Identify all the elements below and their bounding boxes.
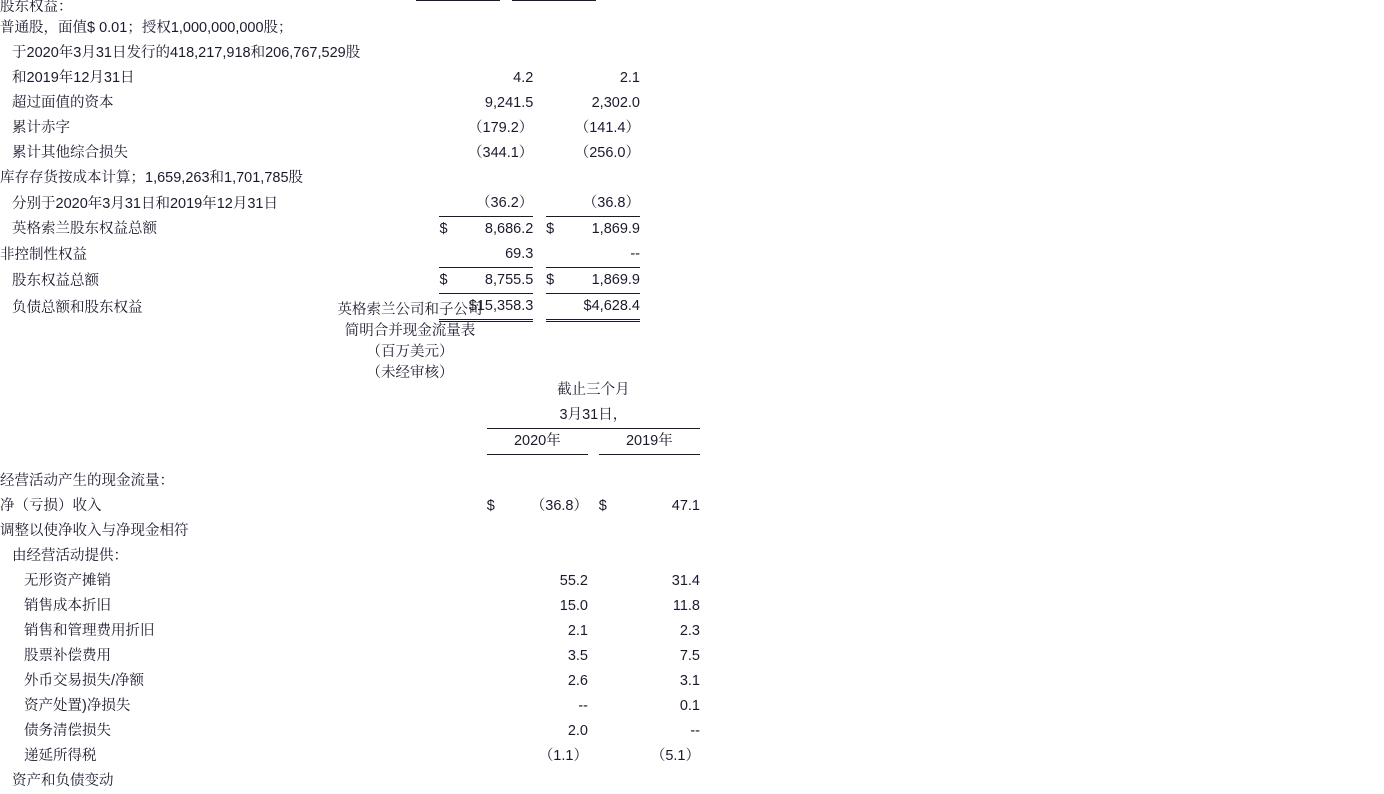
spacer-row [0, 455, 700, 470]
row-value-2020: 4.2 [513, 70, 534, 86]
row-value-2019: 11.8 [672, 598, 700, 614]
table-row [0, 191, 640, 217]
row-value-2019: （141.4） [574, 120, 640, 136]
cashflow-title-line2: 简明合并现金流量表 [344, 323, 476, 339]
row-cur1 [439, 191, 454, 217]
row-cur2 [546, 141, 561, 166]
row-value-2020 [454, 166, 533, 191]
table-row [0, 669, 700, 694]
row-value-2020: 15.0 [559, 598, 588, 614]
cashflow-title-line4: （未经审核） [366, 365, 454, 381]
row-label: 库存存货按成本计算；1,659,263和1,701,785股 [0, 170, 304, 186]
table-row [0, 719, 700, 744]
row-cur1 [487, 569, 506, 594]
table-row [0, 242, 640, 268]
row-cur2: $ [546, 221, 555, 237]
row-value-2020: $15,358.3 [454, 294, 533, 321]
row-label: 债务清偿损失 [24, 723, 111, 739]
row-value-2020: -- [578, 698, 588, 714]
table-row [0, 544, 700, 569]
row-value-2020: 2.1 [567, 623, 588, 639]
row-value-2020 [506, 544, 588, 569]
row-value-2020: （36.8） [530, 498, 588, 514]
table-row [0, 116, 640, 141]
row-label: 外币交易损失/净额 [24, 673, 145, 689]
row-label: 和2019年12月31日 [12, 70, 135, 86]
row-cur2 [599, 669, 618, 694]
row-cur1 [439, 91, 454, 116]
row-label: 英格索兰股东权益总额 [12, 221, 157, 237]
row-label: 负债总额和股东权益 [12, 299, 143, 316]
cashflow-heading: 经营活动产生的现金流量： [0, 473, 174, 489]
row-cur2 [599, 644, 618, 669]
row-value-2020: （344.1） [468, 145, 534, 161]
table-row [0, 166, 640, 191]
row-value-2020: 3.5 [567, 648, 588, 664]
table-header-row [0, 429, 700, 455]
row-value-2019: 3.1 [679, 673, 700, 689]
row-cur1 [487, 719, 506, 744]
cashflow-table [0, 378, 700, 794]
row-value-2019: （5.1） [650, 748, 700, 764]
row-value-2020 [454, 41, 533, 66]
row-value-2020: （179.2） [468, 120, 534, 136]
row-value-2019: （36.8） [561, 191, 640, 217]
row-value-2019: 47.1 [671, 498, 700, 514]
row-value-2020: （36.2） [454, 191, 533, 217]
row-value-2019 [618, 544, 700, 569]
row-cur2 [599, 719, 618, 744]
row-cur2 [599, 569, 618, 594]
table-row [0, 619, 700, 644]
row-value-2020 [506, 769, 588, 794]
period-header: 截止三个月 [557, 382, 630, 398]
row-cur1 [439, 116, 454, 141]
column-header-2019: 2019年 [599, 429, 700, 455]
equity-heading: 股东权益： [0, 0, 73, 15]
table-header-row [0, 403, 700, 429]
row-cur2 [546, 191, 561, 217]
row-label: 资产处置)净损失 [24, 698, 131, 714]
table-row [0, 66, 640, 91]
row-label: 资产和负债变动 [12, 773, 114, 789]
row-value-2020 [506, 519, 588, 544]
row-value-2019: -- [561, 242, 640, 268]
row-value-2019: 2.1 [619, 70, 640, 86]
row-value-2019 [561, 16, 640, 41]
table-row [0, 519, 700, 544]
table-row [0, 594, 700, 619]
row-cur2 [599, 519, 618, 544]
date-header: 3月31日， [487, 403, 700, 429]
row-value-2020: 8,686.2 [484, 221, 534, 237]
row-label: 分别于2020年3月31日和2019年12月31日 [12, 195, 278, 212]
row-cur1: $ [486, 498, 495, 514]
row-value-2019 [561, 166, 640, 191]
table-row [0, 569, 700, 594]
row-value-2019: 2,302.0 [591, 95, 640, 111]
table-header-row [0, 378, 700, 403]
row-cur2 [599, 744, 618, 769]
row-label: 股票补偿费用 [24, 648, 111, 664]
row-cur2: $ [598, 498, 607, 514]
row-value-2019: 2.3 [679, 623, 700, 639]
table-row [0, 217, 640, 243]
table-row [0, 91, 640, 116]
row-cur1 [439, 166, 454, 191]
table-row [0, 769, 700, 794]
equity-section [0, 0, 640, 322]
cashflow-title-block [250, 300, 570, 384]
row-value-2020: 69.3 [454, 242, 533, 268]
equity-table [0, 16, 640, 322]
row-cur2 [599, 594, 618, 619]
row-cur1 [487, 519, 506, 544]
row-value-2020: （1.1） [538, 748, 588, 764]
row-value-2019 [618, 769, 700, 794]
table-row [0, 744, 700, 769]
row-cur2 [599, 619, 618, 644]
row-label: 普通股，面值$ 0.01；授权1,000,000,000股； [0, 20, 293, 36]
table-row [0, 494, 700, 519]
row-cur2 [546, 66, 561, 91]
row-cur1 [487, 619, 506, 644]
table-row [0, 469, 700, 494]
row-label: 由经营活动提供： [12, 548, 128, 564]
row-label: 累计赤字 [12, 120, 70, 136]
row-label: 调整以使净收入与净现金相符 [0, 523, 189, 539]
cashflow-title-line3: （百万美元） [366, 344, 454, 360]
row-cur1 [487, 644, 506, 669]
row-cur1 [487, 594, 506, 619]
cashflow-section [0, 378, 700, 794]
row-cur1 [439, 66, 454, 91]
row-value-2020: 9,241.5 [484, 95, 534, 111]
row-label: 超过面值的资本 [12, 95, 114, 111]
row-label: 销售和管理费用折旧 [24, 623, 155, 639]
row-cur1 [487, 744, 506, 769]
row-label: 递延所得税 [24, 748, 97, 764]
row-value-2019: 0.1 [679, 698, 700, 714]
row-label: 累计其他综合损失 [12, 145, 128, 161]
row-label: 销售成本折旧 [24, 598, 111, 614]
row-label: 无形资产摊销 [24, 573, 111, 589]
row-value-2020: 55.2 [559, 573, 588, 589]
row-value-2019 [618, 519, 700, 544]
row-cur2 [546, 116, 561, 141]
row-value-2019: （256.0） [574, 145, 640, 161]
table-row [0, 41, 640, 66]
row-cur2 [546, 16, 561, 41]
row-cur1 [487, 694, 506, 719]
row-value-2019: 31.4 [671, 573, 700, 589]
row-cur2 [599, 544, 618, 569]
row-value-2019: -- [690, 723, 700, 739]
row-label: 净（亏损）收入 [0, 498, 102, 514]
row-cur1 [439, 242, 454, 268]
row-value-2020: 8,755.5 [454, 268, 533, 294]
table-row [0, 16, 640, 41]
table-row [0, 141, 640, 166]
row-value-2019: 7.5 [679, 648, 700, 664]
row-cur2 [599, 769, 618, 794]
row-cur1: $ [439, 268, 454, 294]
row-label: 股东权益总额 [12, 272, 99, 289]
row-value-2019 [561, 41, 640, 66]
row-cur1 [439, 141, 454, 166]
table-row [0, 644, 700, 669]
column-header-2020: 2020年 [487, 429, 588, 455]
row-value-2020 [454, 16, 533, 41]
row-cur1 [439, 41, 454, 66]
row-cur1: $ [439, 221, 448, 237]
row-value-2019: 1,869.9 [591, 221, 640, 237]
row-cur2 [546, 166, 561, 191]
row-cur2 [546, 91, 561, 116]
row-cur1 [439, 16, 454, 41]
row-label: 非控制性权益 [0, 246, 87, 263]
row-cur2 [599, 694, 618, 719]
row-cur1 [487, 544, 506, 569]
row-value-2020: 2.6 [567, 673, 588, 689]
row-label: 于2020年3月31日发行的418,217,918和206,767,529股 [12, 45, 361, 61]
table-row [0, 694, 700, 719]
row-cur2 [546, 242, 561, 268]
row-cur2: $ [546, 268, 561, 294]
row-cur1 [487, 769, 506, 794]
row-value-2019: 1,869.9 [561, 268, 640, 294]
row-cur1 [487, 669, 506, 694]
row-value-2019: $4,628.4 [561, 294, 640, 321]
row-value-2020: 2.0 [567, 723, 588, 739]
row-cur2 [546, 41, 561, 66]
table-row [0, 268, 640, 294]
cashflow-title-line1: 英格索兰公司和子公司 [337, 302, 483, 318]
